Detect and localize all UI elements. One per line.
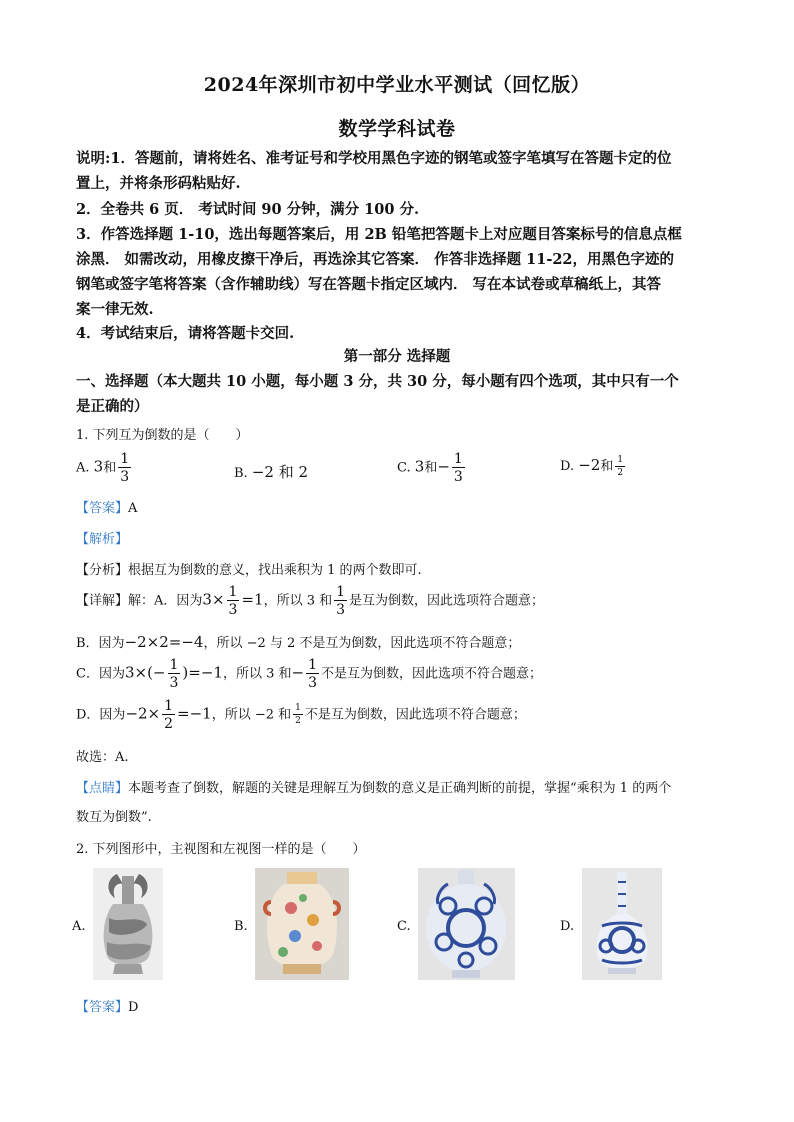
fraction <box>615 456 625 478</box>
detail-text: ，所以 −2 和 <box>211 707 292 723</box>
math-expr: 3× <box>202 590 225 609</box>
q1-detail-b <box>76 632 520 651</box>
denominator: 3 <box>336 602 346 618</box>
tip-tag: 【点睛】 <box>76 781 129 796</box>
detail-text: ，所以 −2 与 2 不是互为倒数，因此选项不符合题意； <box>203 636 521 651</box>
math-expr: =−1 <box>177 704 212 723</box>
q1-detail-c <box>76 658 542 690</box>
denominator: 2 <box>164 716 174 732</box>
answer-tag: 【答案】 <box>76 1000 129 1015</box>
denominator: 3 <box>453 469 463 485</box>
denominator: 2 <box>295 716 301 726</box>
note-line-3: 2．全卷共 6 页． 考试时间 90 分钟，满分 100 分. <box>76 201 420 218</box>
analysis-text: 根据互为倒数的意义，找出乘积为 1 的两个数即可. <box>128 563 422 578</box>
fraction <box>227 585 240 617</box>
detail-text: ，所以 3 和 <box>222 666 292 682</box>
detail-text: 解：A．因为 <box>128 593 203 609</box>
numerator: 1 <box>617 454 624 465</box>
note-line-2: 置上，并将条形码粘贴好. <box>76 175 241 192</box>
detail-text: 是互为倒数，因此选项符合题意； <box>349 593 545 609</box>
math-expr: )=−1 <box>182 663 223 682</box>
option-d-he: 和 <box>600 459 614 474</box>
detail-text: 不是互为倒数，因此选项不符合题意； <box>304 707 526 723</box>
numerator: 1 <box>336 584 346 600</box>
answer-value: A <box>128 501 138 516</box>
option-d-value: −2 <box>578 456 601 474</box>
denominator: 3 <box>308 675 318 691</box>
denominator: 2 <box>617 467 624 478</box>
q1-option-a <box>76 452 133 484</box>
q2-option-c-label: C. <box>397 919 411 934</box>
denominator: 3 <box>120 469 130 485</box>
q1-option-d <box>560 455 627 478</box>
fraction <box>162 699 175 731</box>
math-expr: −2×2=−4 <box>124 633 204 651</box>
answer-tag: 【答案】 <box>76 501 129 516</box>
numerator: 1 <box>228 584 238 600</box>
q1-detail-d <box>76 699 526 731</box>
q2-answer <box>76 996 138 1015</box>
option-a-value: 3 <box>93 457 104 476</box>
q1-stem: 1. 下列互为倒数的是（ ） <box>76 428 249 443</box>
note-line-6: 钢笔或签字笔将答案（含作辅助线）写在答题卡指定区域内． 写在本试卷或草稿纸上，其答 <box>76 276 662 293</box>
option-label: D. <box>560 459 575 474</box>
detail-text: B．因为 <box>76 636 125 651</box>
numerator: 1 <box>120 451 130 467</box>
fraction <box>334 585 347 617</box>
note-line-8: 4．考试结束后，请将答题卡交回. <box>76 325 295 342</box>
q1-choice: 故选：A. <box>76 750 129 765</box>
fraction <box>168 658 181 690</box>
numerator: 1 <box>169 657 179 673</box>
math-expr: =1 <box>241 590 264 609</box>
note-line-1: 说明:1．答题前，请将姓名、准考证号和学校用黑色字迹的钢笔或签字笔填写在答题卡定的位 <box>76 150 672 167</box>
q1-jiexi-tag: 【解析】 <box>76 532 129 547</box>
detail-text: D．因为 <box>76 707 126 723</box>
part-heading: 第一部分 选择题 <box>343 348 451 365</box>
math-expr: 3×(− <box>124 663 166 682</box>
analysis-tag: 【分析】 <box>76 563 129 578</box>
fraction <box>118 452 131 484</box>
q1-detail-a <box>76 585 544 617</box>
q2-option-a-label: A. <box>72 919 86 934</box>
section-heading-line-1: 一、选择题（本大题共 10 小题，每小题 3 分，共 30 分，每小题有四个选项，其中只有一个 <box>76 373 679 390</box>
option-c-he: 和 <box>424 460 438 476</box>
note-line-7: 案一律无效. <box>76 301 154 318</box>
option-label: B. <box>234 466 248 481</box>
q1-answer <box>76 497 137 516</box>
detail-text: C．因为 <box>76 666 125 682</box>
detail-text: 不是互为倒数，因此选项不符合题意； <box>321 666 543 682</box>
numerator: 1 <box>164 698 174 714</box>
option-c-value: 3 <box>414 457 425 476</box>
q2-option-a-vase-image <box>93 868 163 980</box>
numerator: 1 <box>453 451 463 467</box>
page-title: 2024年深圳市初中学业水平测试（回忆版） <box>203 74 591 96</box>
option-label: A. <box>76 460 90 476</box>
q2-option-c-vase-image <box>418 868 515 980</box>
q2-option-d-vase-image <box>582 868 662 980</box>
q1-analysis <box>76 559 422 578</box>
note-line-4: 3．作答选择题 1-10，选出每题答案后，用 2B 铅笔把答题卡上对应题目答案标号的信息点框 <box>76 226 682 243</box>
note-line-5: 涂黑． 如需改动，用橡皮擦干净后，再选涂其它答案． 作答非选择题 11-22，用黑色字迹的 <box>76 251 675 268</box>
page-subtitle: 数学学科试卷 <box>338 118 456 140</box>
option-label: C. <box>397 460 411 476</box>
tip-text: 本题考查了倒数，解题的关键是理解互为倒数的意义是正确判断的前提，掌握“乘积为 1 的两个 <box>128 781 672 796</box>
fraction <box>452 452 465 484</box>
fraction <box>293 704 303 726</box>
denominator: 3 <box>169 675 179 691</box>
minus-sign: − <box>291 663 305 682</box>
detail-text: ，所以 3 和 <box>263 593 333 609</box>
answer-value: D <box>128 1000 139 1015</box>
minus-sign: − <box>437 457 450 476</box>
option-b-value: −2 和 2 <box>251 463 309 481</box>
q1-option-b <box>234 461 308 482</box>
q2-option-b-label: B. <box>234 919 248 934</box>
q1-tip-line-1 <box>76 777 671 796</box>
denominator: 3 <box>228 602 238 618</box>
q1-option-c <box>397 452 467 484</box>
q2-stem: 2. 下列图形中，主视图和左视图一样的是（ ） <box>76 842 366 857</box>
q2-option-d-label: D. <box>560 919 575 934</box>
q2-option-b-vase-image <box>255 868 349 980</box>
detail-tag: 【详解】 <box>76 593 129 609</box>
numerator: 1 <box>308 657 318 673</box>
fraction <box>306 658 319 690</box>
section-heading-line-2: 是正确的） <box>76 398 149 415</box>
numerator: 1 <box>295 703 301 713</box>
q1-tip-line-2: 数互为倒数”. <box>76 810 152 825</box>
option-a-he: 和 <box>103 460 117 476</box>
math-expr: −2× <box>125 704 161 723</box>
